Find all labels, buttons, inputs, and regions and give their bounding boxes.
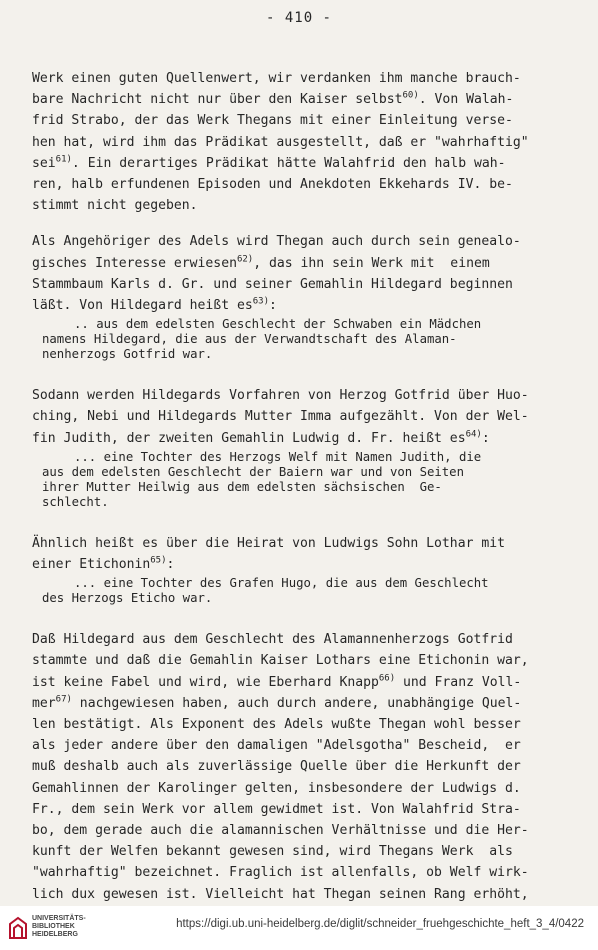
text-line: Stammbaum Karls d. Gr. und seiner Gemahlin Hildegard beginnen	[32, 276, 513, 292]
text-line: "wahrhaftig" bezeichnet. Fraglich ist allenfalls, ob Welf wirk-	[32, 865, 529, 881]
text-line: hen hat, wird ihm das Prädikat ausgestellt, daß er "wahrhaftig"	[32, 134, 529, 150]
footnote-marker: 66)	[378, 673, 396, 684]
university-library-logo-icon	[8, 916, 28, 940]
footnote-marker: 61)	[55, 154, 72, 165]
logo-line: HEIDELBERG	[32, 931, 78, 938]
block-quote	[32, 317, 580, 362]
text-line: bare Nachricht nicht nur über den Kaiser selbst$^{60)}$. Von Walah-	[32, 90, 514, 108]
source-url-link[interactable]: https://digi.ub.uni-heidelberg.de/diglit/schneider_fruehgeschichte_heft_3_4/0422	[176, 918, 584, 930]
text-line: stammte und daß die Gemahlin Kaiser Lothars eine Etichonin war,	[32, 653, 529, 669]
footnote-marker: 63)	[252, 296, 269, 307]
page-number: - 410 -	[265, 10, 332, 26]
paragraph-gap	[32, 614, 580, 629]
paragraph	[32, 68, 580, 216]
footnote-marker: 64)	[465, 429, 482, 440]
text-line: Als Angehöriger des Adels wird Thegan auch durch sein genealo-	[32, 234, 521, 250]
text-line: ren, halb erfundenen Episoden und Anekdoten Ekkehards IV. be-	[32, 177, 513, 193]
quote-line: ihrer Mutter Heilwig aus dem edelsten sächsischen Ge-	[42, 479, 442, 494]
text-line: läßt. Von Hildegard heißt $es^{63)}$:	[32, 296, 277, 314]
quote-line: .. aus dem edelsten Geschlecht der Schwaben ein Mädchen	[74, 317, 482, 332]
footnote-marker: 62)	[236, 254, 254, 265]
block-quote	[32, 450, 580, 510]
text-line: bo, dem gerade auch die alamannischen Verhältnisse und die Her-	[32, 823, 529, 839]
text-line: mer$^{67)}$ nachgewiesen haben, auch durch andere, unabhängige Quel-	[32, 694, 522, 711]
text-line: einer Etichonin$^{65)}$:	[32, 555, 175, 573]
text-line: Ähnlich heißt es über die Heirat von Ludwigs Sohn Lothar mit	[32, 535, 505, 551]
quote-line: des Herzogs Eticho war.	[42, 591, 213, 606]
logo-line: BIBLIOTHEK	[32, 923, 75, 930]
text-line: Gemahlinnen der Karolinger gelten, insbesondere der Ludwigs d.	[32, 780, 521, 796]
footer-bar	[0, 906, 598, 950]
quote-line: ... eine Tochter des Grafen Hugo, die aus dem Geschlecht	[74, 576, 489, 591]
library-logo-text	[32, 915, 86, 939]
quote-line: schlecht.	[42, 494, 109, 509]
quote-line: nenherzogs Gotfrid war.	[42, 347, 213, 362]
text-line: als jeder andere über den damaligen "Adelsgotha" Bescheid, er	[32, 738, 521, 754]
footnote-marker: 65)	[150, 555, 167, 566]
text-line: ching, Nebi und Hildegards Mutter Imma aufgezählt. Von der Wel-	[32, 409, 529, 425]
text-line: Fr., dem sein Werk vor allem gewidmet ist. Von Walahfrid Stra-	[32, 801, 521, 817]
footnote-marker: 67)	[55, 694, 72, 705]
text-line: kunft der Welfen bekannt gewesen sind, wird Thegans Werk als	[32, 844, 513, 860]
quote-line: namens Hildegard, die aus der Verwandtschaft des Alaman-	[42, 332, 457, 347]
text-line: Werk einen guten Quellenwert, wir verdanken ihm manche brauch-	[32, 71, 521, 86]
paragraph-gap	[32, 216, 580, 231]
paragraph	[32, 385, 580, 449]
text-line: lich dux gewesen ist. Vielleicht hat Thegan seinen Rang erhöht,	[32, 886, 529, 902]
paragraph-gap	[32, 518, 580, 533]
quote-line: aus dem edelsten Geschlecht der Baiern war und von Seiten	[42, 464, 464, 479]
text-line: Sodann werden Hildegards Vorfahren von Herzog Gotfrid über Huo-	[32, 388, 529, 404]
text-line: gisches Interesse erwiesen$^{62)}$, das ihn sein Werk mit einem	[32, 254, 490, 271]
paragraph-gap	[32, 370, 580, 385]
text-line: Daß Hildegard aus dem Geschlecht des Alamannenherzogs Gotfrid	[32, 632, 513, 648]
footnote-marker: 60)	[402, 90, 419, 101]
paragraph	[32, 231, 580, 316]
text-line: muß deshalb auch als zuverlässige Quelle über die Herkunft der	[32, 759, 521, 775]
paragraph	[32, 629, 580, 905]
text-line: frid Strabo, der das Werk Thegans mit einer Einleitung verse-	[32, 113, 513, 129]
text-line: len bestätigt. Als Exponent des Adels wußte Thegan wohl besser	[32, 717, 521, 733]
document-body	[32, 68, 580, 905]
text-line: fin Judith, der zweiten Gemahlin Ludwig d. Fr. heißt $es^{64)}$:	[32, 429, 490, 446]
quote-line: ... eine Tochter des Herzogs Welf mit Namen Judith, die	[74, 449, 482, 464]
text-line: stimmt nicht gegeben.	[32, 198, 198, 214]
block-quote	[32, 576, 580, 606]
paragraph	[32, 533, 580, 575]
logo-line: UNIVERSITÄTS-	[32, 915, 86, 922]
text-line: sei$^{61)}$. Ein derartiges Prädikat hätte Walahfrid den halb wah-	[32, 154, 506, 171]
text-line: ist keine Fabel und wird, wie Eberhard Knapp$^{66)}$ und Franz Voll-	[32, 673, 522, 690]
